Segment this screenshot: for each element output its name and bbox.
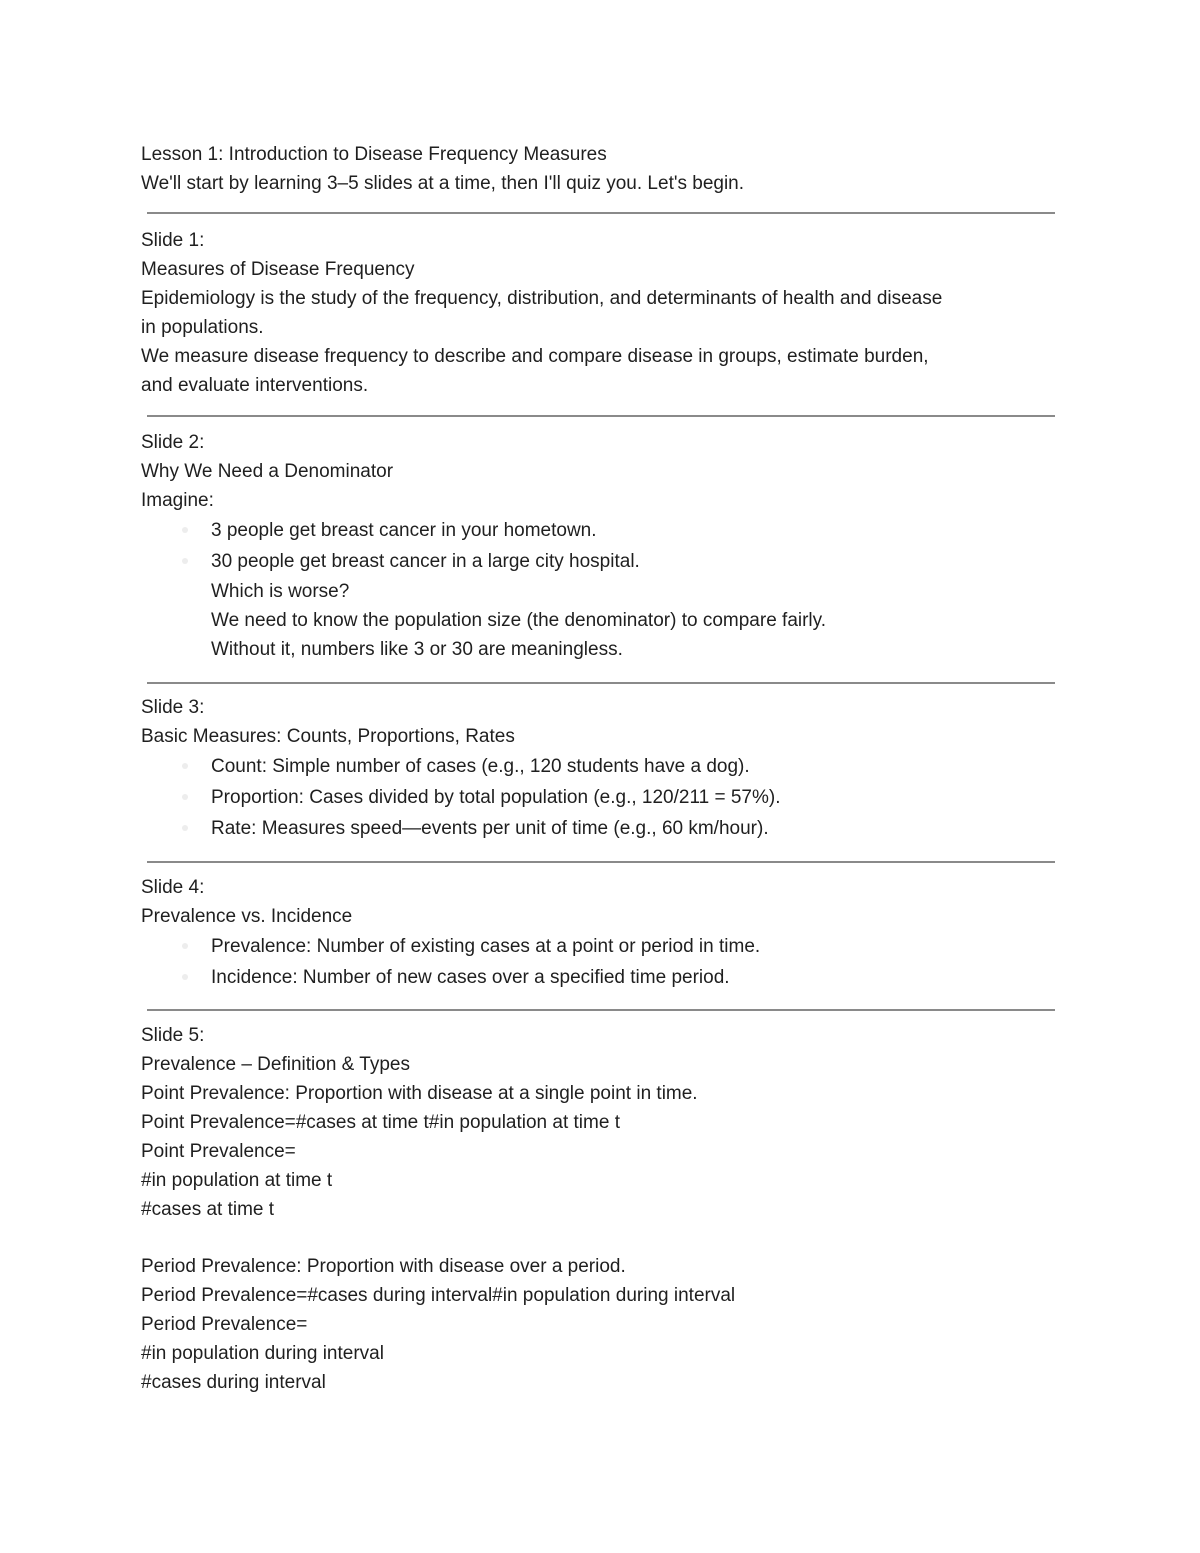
indented-text: Which is worse? (211, 581, 350, 602)
slide-5-section (141, 1021, 1055, 1397)
bullet-icon (182, 763, 188, 769)
list-item: 3 people get breast cancer in your hometown. (141, 515, 1055, 546)
slide-label: Slide 4: (141, 877, 205, 898)
list-item: 30 people get breast cancer in a large city hospital. (141, 546, 1055, 577)
slide-title: Prevalence – Definition & Types (141, 1054, 410, 1075)
lesson-intro: We'll start by learning 3–5 slides at a time, then I'll quiz you. Let's begin. (141, 173, 745, 194)
slide-label: Slide 5: (141, 1025, 205, 1046)
point-prevalence-label: Point Prevalence= (141, 1141, 296, 1162)
bullet-icon (182, 558, 188, 564)
formula-line: #cases at time t (141, 1199, 275, 1220)
slide-title: Measures of Disease Frequency (141, 259, 415, 280)
slide-4-section (141, 873, 1055, 993)
slide-paragraph: We measure disease frequency to describe and compare disease in groups, estimate burden, (141, 346, 929, 367)
slide-title: Basic Measures: Counts, Proportions, Rates (141, 726, 515, 747)
period-prevalence-label: Period Prevalence= (141, 1314, 308, 1335)
list-item: Count: Simple number of cases (e.g., 120 students have a dog). (141, 751, 1055, 782)
indented-text: Without it, numbers like 3 or 30 are meaningless. (211, 639, 623, 660)
slide-lead: Imagine: (141, 490, 214, 511)
bullet-list (141, 751, 1055, 844)
period-prevalence-formula: Period Prevalence=#cases during interval#in population during interval (141, 1285, 736, 1306)
slide-2-section (141, 428, 1055, 664)
point-prevalence-formula: Point Prevalence=#cases at time t#in population at time t (141, 1112, 620, 1133)
formula-line: #cases during interval (141, 1372, 326, 1393)
slide-3-section (141, 693, 1055, 844)
list-item: Prevalence: Number of existing cases at a point or period in time. (141, 931, 1055, 962)
slide-1-section (141, 226, 1055, 400)
slide-paragraph: in populations. (141, 317, 264, 338)
list-item: Proportion: Cases divided by total population (e.g., 120/211 = 57%). (141, 782, 1055, 813)
lesson-title: Lesson 1: Introduction to Disease Frequency Measures (141, 144, 607, 165)
bullet-list (141, 515, 1055, 577)
bullet-icon (182, 943, 188, 949)
formula-line: #in population at time t (141, 1170, 333, 1191)
bullet-icon (182, 794, 188, 800)
slide-label: Slide 3: (141, 697, 205, 718)
indented-text: We need to know the population size (the denominator) to compare fairly. (211, 610, 827, 631)
slide-paragraph: and evaluate interventions. (141, 375, 369, 396)
slide-label: Slide 2: (141, 432, 205, 453)
bullet-list (141, 931, 1055, 993)
list-item: Rate: Measures speed—events per unit of time (e.g., 60 km/hour). (141, 813, 1055, 844)
list-item: Incidence: Number of new cases over a specified time period. (141, 962, 1055, 993)
period-prevalence-definition: Period Prevalence: Proportion with disease over a period. (141, 1256, 626, 1277)
bullet-icon (182, 825, 188, 831)
slide-label: Slide 1: (141, 230, 205, 251)
bullet-icon (182, 527, 188, 533)
point-prevalence-definition: Point Prevalence: Proportion with disease at a single point in time. (141, 1083, 698, 1104)
document-page (141, 140, 1055, 1397)
slide-title: Prevalence vs. Incidence (141, 906, 353, 927)
slide-paragraph: Epidemiology is the study of the frequency, distribution, and determinants of health and disease (141, 288, 943, 309)
slide-title: Why We Need a Denominator (141, 461, 394, 482)
formula-line: #in population during interval (141, 1343, 384, 1364)
bullet-icon (182, 974, 188, 980)
